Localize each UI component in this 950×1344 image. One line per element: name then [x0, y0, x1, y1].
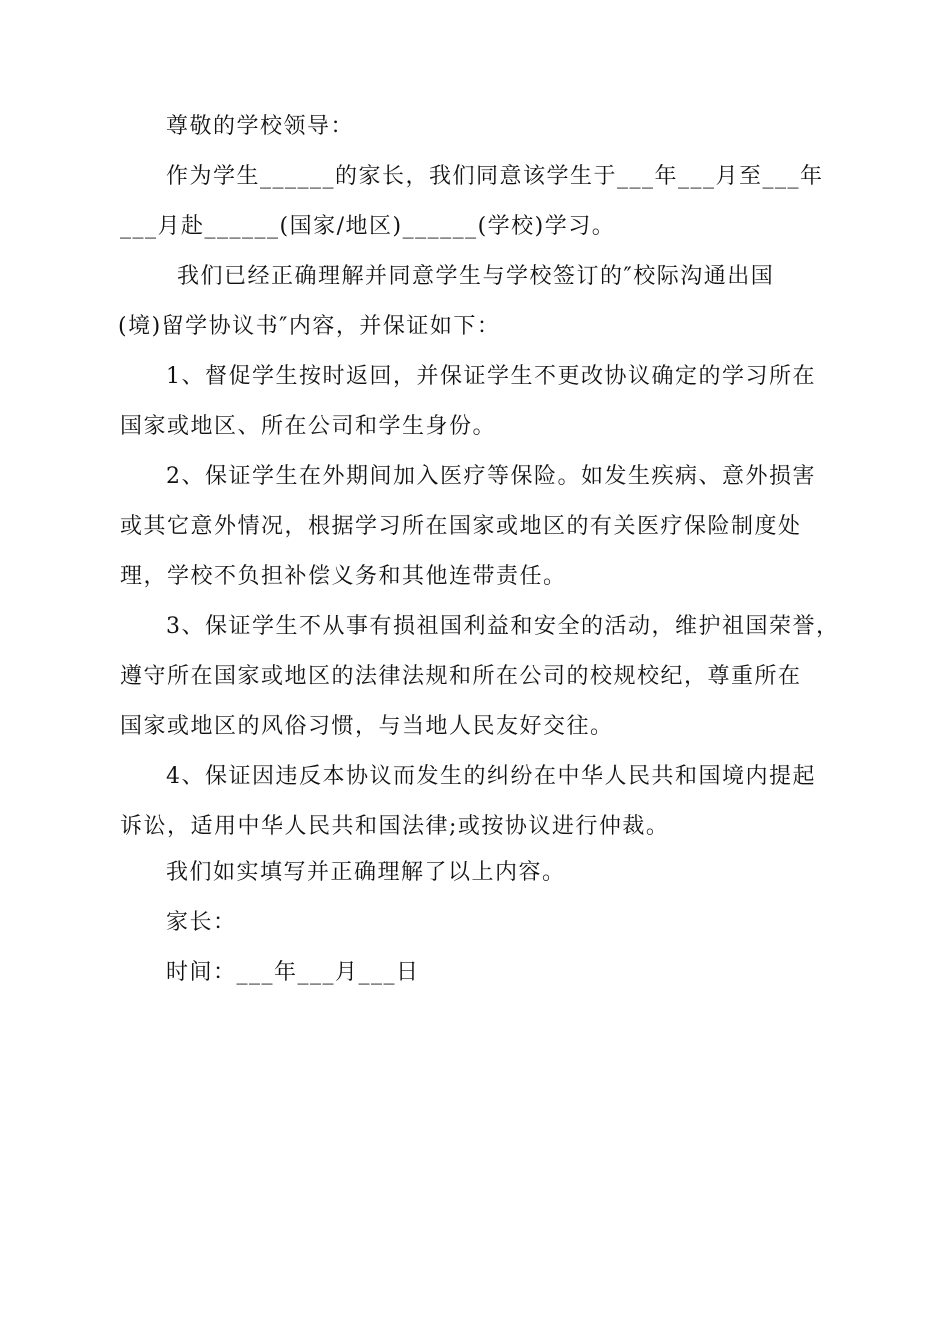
item-4-line-1: 4、保证因违反本协议而发生的纠纷在中华人民共和国境内提起 — [166, 764, 816, 789]
item-2-line-1: 2、保证学生在外期间加入医疗等保险。如发生疾病、意外损害 — [166, 464, 816, 489]
item-1-line-1: 1、督促学生按时返回，并保证学生不更改协议确定的学习所在 — [166, 364, 816, 389]
paragraph-1-line-2: ___月赴______(国家/地区)______(学校)学习。 — [120, 214, 616, 239]
item-3-line-2: 遵守所在国家或地区的法律法规和所在公司的校规校纪，尊重所在 — [120, 664, 802, 689]
confirmation-statement: 我们如实填写并正确理解了以上内容。 — [166, 860, 566, 885]
date-line: 时间：___年___月___日 — [166, 960, 420, 985]
salutation: 尊敬的学校领导： — [166, 114, 355, 139]
item-2-line-3: 理，学校不负担补偿义务和其他连带责任。 — [120, 564, 567, 589]
paragraph-2-line-2: (境)留学协议书″内容，并保证如下： — [118, 314, 501, 339]
paragraph-2-line-1: 我们已经正确理解并同意学生与学校签订的″校际沟通出国 — [177, 264, 775, 289]
item-3-line-3: 国家或地区的风俗习惯，与当地人民友好交往。 — [120, 714, 614, 739]
paragraph-1-line-1: 作为学生______的家长，我们同意该学生于___年___月至___年 — [166, 164, 824, 189]
item-2-line-2: 或其它意外情况，根据学习所在国家或地区的有关医疗保险制度处 — [120, 514, 802, 539]
item-4-line-2: 诉讼，适用中华人民共和国法律;或按协议进行仲裁。 — [120, 814, 670, 839]
item-3-line-1: 3、保证学生不从事有损祖国利益和安全的活动，维护祖国荣誉， — [166, 614, 840, 639]
parent-signature-label: 家长： — [166, 910, 237, 935]
item-1-line-2: 国家或地区、所在公司和学生身份。 — [120, 414, 497, 439]
